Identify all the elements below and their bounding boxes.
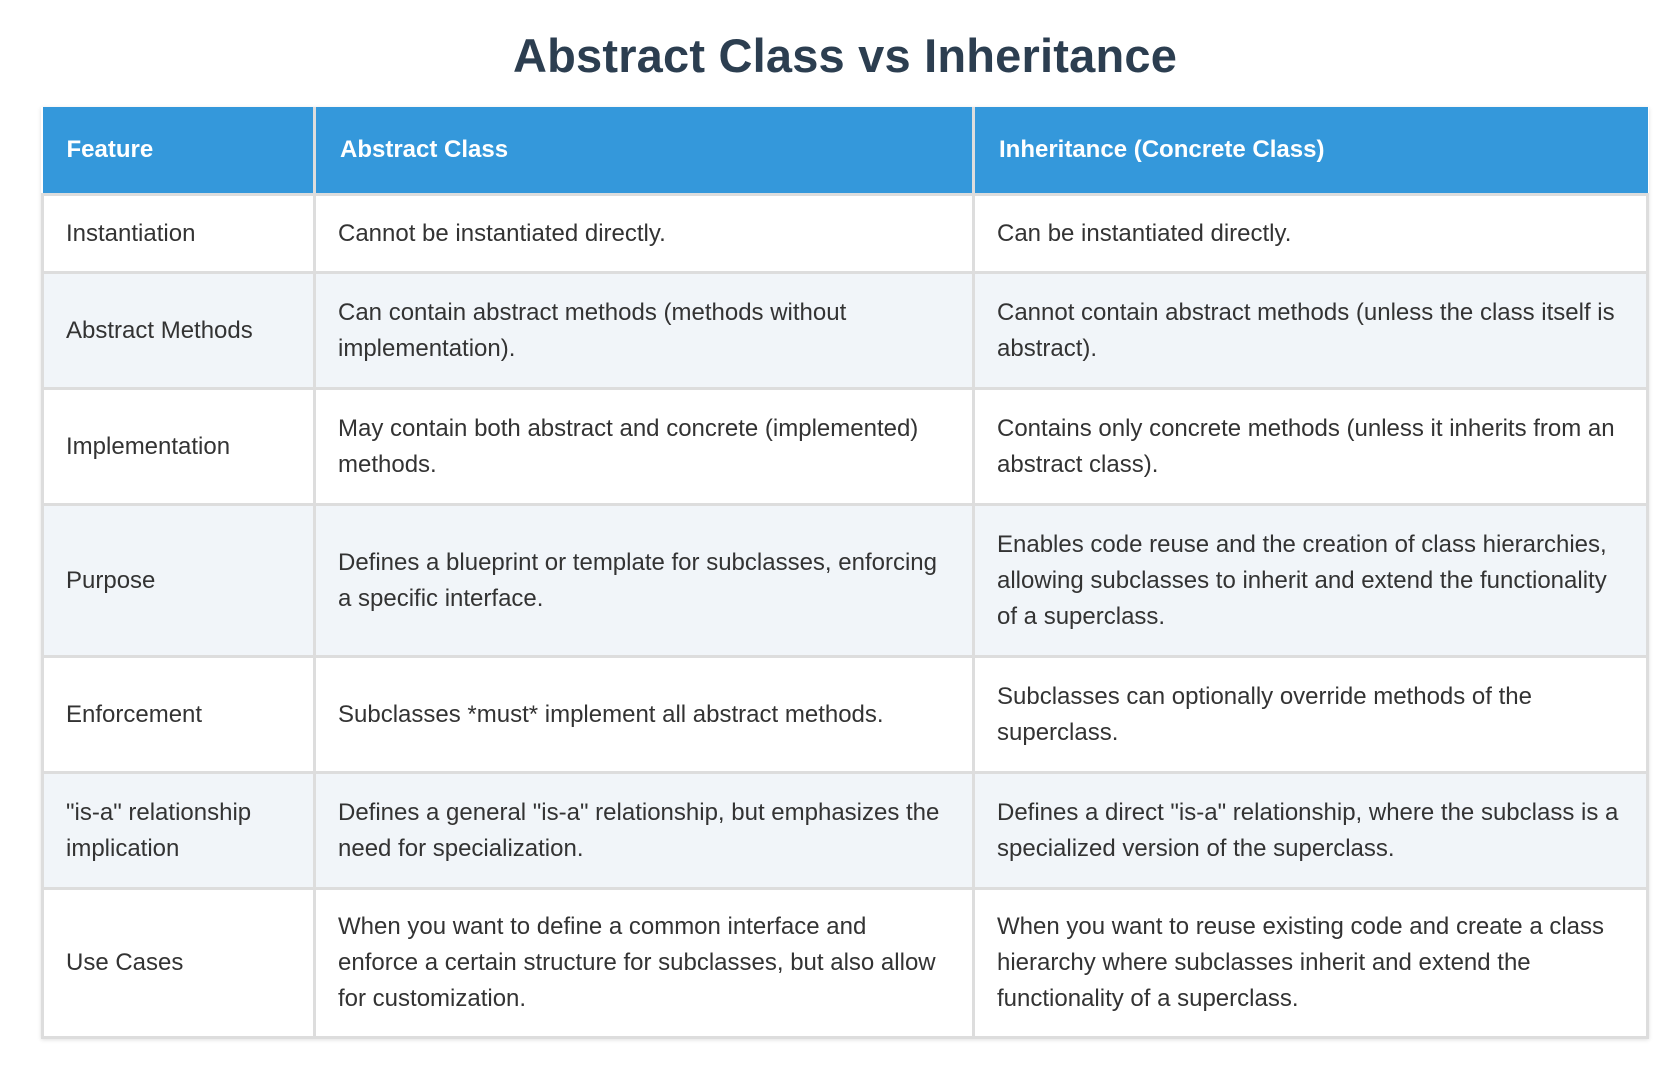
feature-cell: Use Cases <box>43 889 315 1038</box>
table-row <box>43 505 1648 657</box>
abstract-class-cell: Cannot be instantiated directly. <box>315 195 974 273</box>
abstract-class-cell: Defines a blueprint or template for subclasses, enforcing a specific interface. <box>315 505 974 657</box>
inheritance-cell: Cannot contain abstract methods (unless the class itself is abstract). <box>974 273 1648 389</box>
feature-cell: "is-a" relationship implication <box>43 773 315 889</box>
feature-cell: Enforcement <box>43 657 315 773</box>
table-row <box>43 273 1648 389</box>
abstract-class-cell: Subclasses *must* implement all abstract methods. <box>315 657 974 773</box>
feature-cell: Implementation <box>43 389 315 505</box>
abstract-class-cell: When you want to define a common interface and enforce a certain structure for subclasses, but also allow for customization. <box>315 889 974 1038</box>
inheritance-cell: Can be instantiated directly. <box>974 195 1648 273</box>
abstract-class-cell: Defines a general "is-a" relationship, but emphasizes the need for specialization. <box>315 773 974 889</box>
feature-cell: Purpose <box>43 505 315 657</box>
table-row <box>43 389 1648 505</box>
table-row <box>43 773 1648 889</box>
abstract-class-cell: Can contain abstract methods (methods without implementation). <box>315 273 974 389</box>
page-title: Abstract Class vs Inheritance <box>512 29 1178 82</box>
header-inheritance: Inheritance (Concrete Class) <box>974 107 1648 195</box>
table-row <box>43 657 1648 773</box>
comparison-table <box>41 107 1649 1039</box>
inheritance-cell: Enables code reuse and the creation of class hierarchies, allowing subclasses to inherit and extend the functionality of a superclass. <box>974 505 1648 657</box>
table-row <box>43 195 1648 273</box>
feature-cell: Instantiation <box>43 195 315 273</box>
abstract-class-cell: May contain both abstract and concrete (implemented) methods. <box>315 389 974 505</box>
table-row <box>43 889 1648 1038</box>
header-abstract-class: Abstract Class <box>315 107 974 195</box>
inheritance-cell: When you want to reuse existing code and create a class hierarchy where subclasses inherit and extend the functionality of a superclass. <box>974 889 1648 1038</box>
table-header-row <box>43 107 1648 195</box>
feature-cell: Abstract Methods <box>43 273 315 389</box>
header-feature: Feature <box>43 107 315 195</box>
inheritance-cell: Contains only concrete methods (unless it inherits from an abstract class). <box>974 389 1648 505</box>
inheritance-cell: Defines a direct "is-a" relationship, where the subclass is a specialized version of the superclass. <box>974 773 1648 889</box>
inheritance-cell: Subclasses can optionally override methods of the superclass. <box>974 657 1648 773</box>
